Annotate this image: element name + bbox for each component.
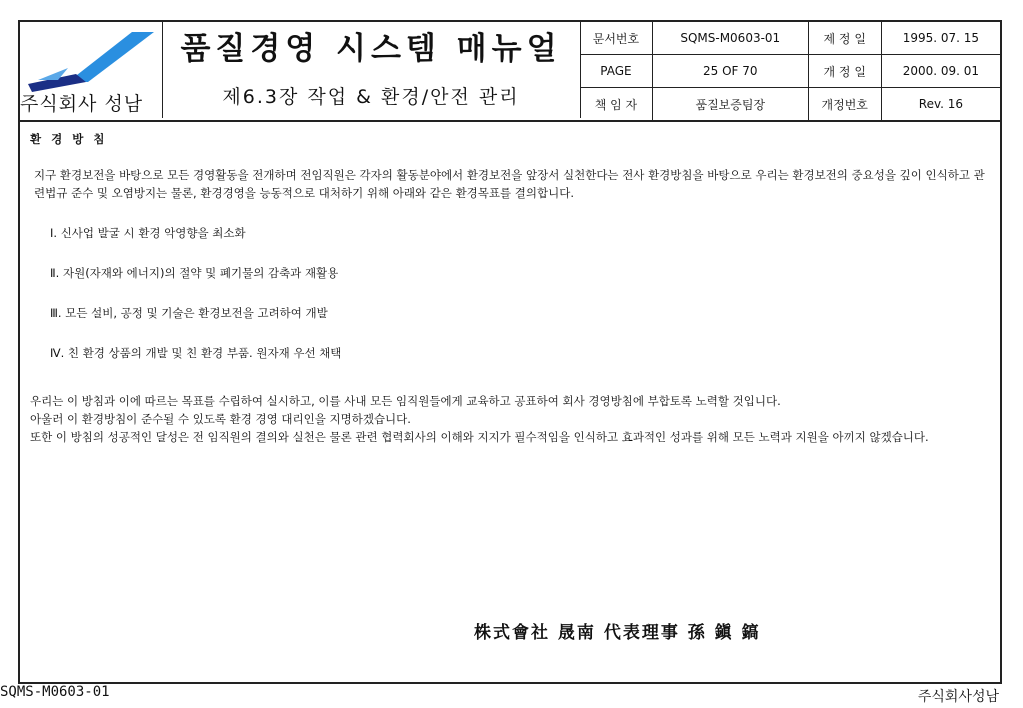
meta-label: 제 정 일 xyxy=(808,22,881,55)
policy-item: Ⅲ. 모든 설비, 공정 및 기술은 환경보전을 고려하여 개발 xyxy=(50,306,328,320)
closing-line: 또한 이 방침의 성공적인 달성은 전 임직원의 결의와 실천은 물론 관련 협력회사의 이해와 지지가 필수적임을 인식하고 효과적인 성과를 위해 모든 노력과 지원을 아끼지 않겠습니다. xyxy=(30,430,929,444)
meta-label: PAGE xyxy=(580,55,652,88)
footer-company: 주식회사성남 xyxy=(917,689,999,705)
meta-value: 품질보증팀장 xyxy=(652,88,808,121)
closing-paragraph xyxy=(30,392,990,446)
policy-item: Ⅰ. 신사업 발굴 시 환경 악영향을 최소화 xyxy=(50,226,246,240)
meta-label: 개 정 일 xyxy=(808,55,881,88)
policy-list xyxy=(30,224,990,362)
footer-doc-code: SQMS-M0603-01 xyxy=(0,684,110,700)
meta-row xyxy=(580,88,1000,121)
meta-value: 2000. 09. 01 xyxy=(881,55,1000,88)
meta-value: 25 OF 70 xyxy=(652,55,808,88)
document-header xyxy=(20,22,1000,122)
document-body xyxy=(30,130,990,446)
company-name: 주식회사 성남 xyxy=(20,93,144,115)
closing-line: 우리는 이 방침과 이에 따르는 목표를 수립하여 실시하고, 이를 사내 모든 임직원들에게 교육하고 공표하여 회사 경영방침에 부합토록 노력할 것입니다. xyxy=(30,394,781,408)
manual-title: 품질경영 시스템 매뉴얼 xyxy=(180,31,562,67)
meta-value: 1995. 07. 15 xyxy=(881,22,1000,55)
section-heading: 환 경 방 침 xyxy=(30,132,108,146)
closing-line: 아울러 이 환경방침이 준수될 수 있도록 환경 경영 대리인을 지명하겠습니다. xyxy=(30,412,411,426)
company-logo-icon xyxy=(28,28,154,92)
meta-row xyxy=(580,55,1000,88)
meta-value: SQMS-M0603-01 xyxy=(652,22,808,55)
chapter-title: 제6.3장 작업 & 환경/안전 관리 xyxy=(222,86,520,108)
policy-item: Ⅳ. 친 환경 상품의 개발 및 친 환경 부품. 원자재 우선 채택 xyxy=(50,346,342,360)
meta-label: 책 임 자 xyxy=(580,88,652,121)
meta-value: Rev. 16 xyxy=(881,88,1000,121)
meta-label: 문서번호 xyxy=(580,22,652,55)
logo-cell xyxy=(20,22,163,118)
intro-paragraph: 지구 환경보전을 바탕으로 모든 경영활동을 전개하며 전임직원은 각자의 활동분야에서 환경보전을 앞장서 실천한다는 전사 환경방침을 바탕으로 우리는 환경보전의 중요성을 깊이 인식하고 관련법규 준수 및 오염방지는 물론, 환경경영을 능동적으로 대처하기 위해 아래와 같은 환경목표를 결의합니다. xyxy=(34,168,985,200)
policy-item: Ⅱ. 자원(자재와 에너지)의 절약 및 폐기물의 감축과 재활용 xyxy=(50,266,339,280)
meta-label: 개정번호 xyxy=(808,88,881,121)
document-meta-table xyxy=(580,22,1000,120)
title-cell xyxy=(162,22,581,118)
document-frame xyxy=(18,20,1002,684)
ceo-signature: 株式會社 晟南 代表理事 孫 鎭 鎬 xyxy=(474,623,761,643)
meta-row xyxy=(580,22,1000,55)
